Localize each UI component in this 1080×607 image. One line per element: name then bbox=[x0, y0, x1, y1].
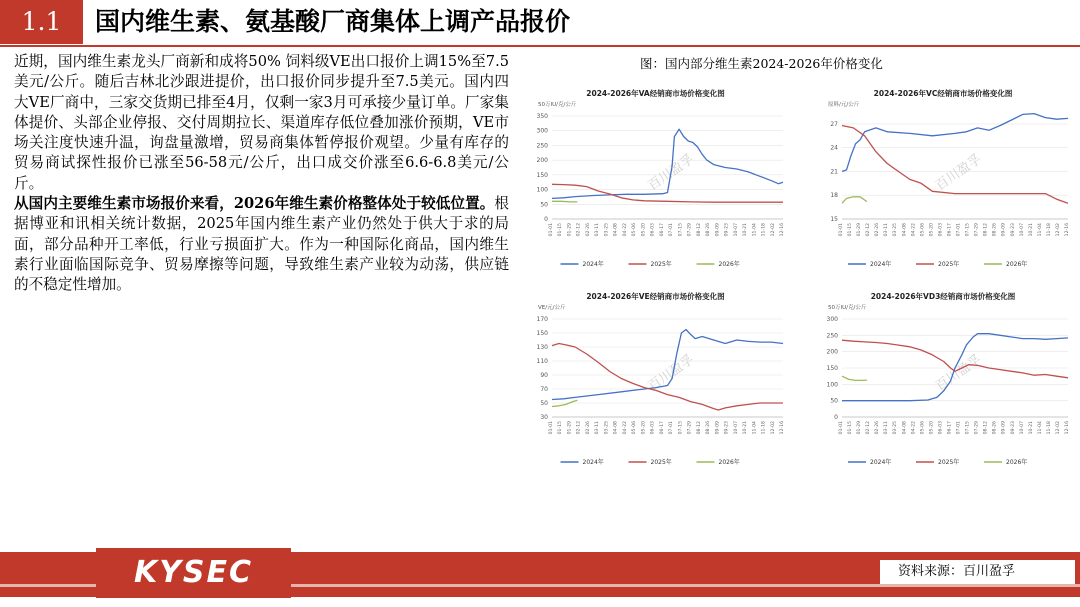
header-divider bbox=[0, 45, 1080, 47]
x-tick-label: 03-11 bbox=[595, 421, 601, 435]
x-tick-label: 02-26 bbox=[875, 421, 881, 435]
x-tick-label: 08-12 bbox=[696, 223, 702, 237]
x-tick-label: 06-17 bbox=[947, 421, 953, 435]
x-tick-label: 03-25 bbox=[893, 223, 899, 237]
x-tick-label: 08-12 bbox=[983, 223, 989, 237]
x-tick-label: 06-03 bbox=[938, 421, 944, 435]
x-tick-label: 03-25 bbox=[604, 223, 610, 237]
y-tick-label: 350 bbox=[536, 113, 548, 120]
legend-label: 2024年 bbox=[582, 261, 604, 268]
x-tick-label: 12-16 bbox=[1065, 223, 1070, 237]
chart-title: 2024-2026年VD3经销商市场价格变化图 bbox=[870, 292, 1016, 301]
legend-label: 2025年 bbox=[938, 261, 960, 268]
y-tick-label: 90 bbox=[540, 372, 548, 379]
x-tick-label: 11-04 bbox=[752, 223, 758, 237]
x-tick-label: 03-11 bbox=[595, 223, 601, 237]
x-tick-label: 11-18 bbox=[761, 421, 767, 435]
x-tick-label: 11-18 bbox=[761, 223, 767, 237]
series-line bbox=[842, 126, 1068, 204]
y-tick-label: 250 bbox=[536, 142, 548, 150]
y-tick-label: 300 bbox=[536, 127, 548, 135]
x-tick-label: 05-06 bbox=[632, 421, 638, 435]
x-tick-label: 04-22 bbox=[622, 223, 628, 237]
x-tick-label: 01-15 bbox=[848, 421, 854, 435]
x-tick-label: 07-01 bbox=[956, 223, 962, 237]
x-tick-label: 01-01 bbox=[839, 421, 844, 435]
series-line bbox=[552, 201, 577, 202]
series-line bbox=[842, 376, 867, 380]
y-tick-label: 24 bbox=[830, 144, 838, 152]
x-tick-label: 11-04 bbox=[752, 421, 758, 435]
body-text bbox=[14, 52, 509, 296]
x-tick-label: 08-12 bbox=[983, 421, 989, 435]
y-tick-label: 50 bbox=[540, 201, 548, 209]
x-tick-label: 06-03 bbox=[650, 421, 656, 435]
watermark: 百川盈孚 bbox=[645, 352, 697, 395]
y-axis-label: VE/元/公斤 bbox=[538, 305, 566, 311]
x-tick-label: 11-04 bbox=[1037, 421, 1043, 435]
y-tick-label: 200 bbox=[826, 348, 838, 356]
x-tick-label: 01-15 bbox=[848, 223, 854, 237]
x-tick-label: 05-20 bbox=[641, 421, 647, 435]
y-tick-label: 50 bbox=[830, 397, 838, 405]
x-tick-label: 06-17 bbox=[947, 223, 953, 237]
chart-title: 2024-2026年VC经销商市场价格变化图 bbox=[873, 89, 1013, 98]
y-tick-label: 15 bbox=[830, 216, 838, 223]
x-tick-label: 07-29 bbox=[974, 421, 980, 435]
y-tick-label: 100 bbox=[826, 381, 838, 389]
x-tick-label: 06-17 bbox=[659, 223, 665, 237]
chart-title: 2024-2026年VA经销商市场价格变化图 bbox=[586, 89, 725, 98]
legend-label: 2026年 bbox=[718, 459, 740, 466]
x-tick-label: 09-09 bbox=[1001, 421, 1007, 435]
legend-label: 2026年 bbox=[718, 261, 740, 268]
watermark: 百川盈孚 bbox=[933, 352, 985, 395]
x-tick-label: 01-29 bbox=[857, 421, 863, 435]
y-tick-label: 100 bbox=[536, 186, 548, 194]
x-tick-label: 04-08 bbox=[613, 421, 619, 435]
y-tick-label: 0 bbox=[834, 414, 838, 421]
source-note: 资料来源：百川盈孚 bbox=[898, 564, 1016, 579]
y-tick-label: 18 bbox=[830, 192, 838, 200]
y-tick-label: 200 bbox=[536, 157, 548, 165]
series-line bbox=[552, 184, 783, 202]
figure-caption: 图：国内部分维生素2024-2026年价格变化 bbox=[640, 56, 883, 71]
x-tick-label: 02-12 bbox=[866, 421, 872, 435]
legend-label: 2025年 bbox=[650, 459, 672, 466]
x-tick-label: 10-07 bbox=[1019, 223, 1025, 237]
chart-panel-1 bbox=[537, 88, 785, 268]
x-tick-label: 03-11 bbox=[884, 223, 890, 237]
x-tick-label: 09-09 bbox=[715, 223, 721, 237]
x-tick-label: 02-26 bbox=[585, 421, 591, 435]
x-tick-label: 09-23 bbox=[1010, 421, 1016, 435]
x-tick-label: 01-01 bbox=[839, 223, 844, 237]
x-tick-label: 08-26 bbox=[706, 223, 712, 237]
x-tick-label: 05-20 bbox=[929, 223, 935, 237]
y-tick-label: 170 bbox=[536, 316, 548, 323]
x-tick-label: 08-26 bbox=[992, 421, 998, 435]
paragraph-2 bbox=[14, 194, 509, 295]
x-tick-label: 05-06 bbox=[920, 223, 926, 237]
x-tick-label: 12-02 bbox=[1055, 223, 1061, 237]
x-tick-label: 05-06 bbox=[632, 223, 638, 237]
x-tick-label: 07-15 bbox=[965, 421, 971, 435]
slide-title: 国内维生素、氨基酸厂商集体上调产品报价 bbox=[95, 7, 571, 36]
y-tick-label: 27 bbox=[830, 120, 838, 128]
x-tick-label: 07-01 bbox=[669, 223, 675, 237]
x-tick-label: 04-22 bbox=[911, 223, 917, 237]
series-line bbox=[842, 197, 867, 203]
y-tick-label: 70 bbox=[540, 386, 548, 393]
x-tick-label: 07-01 bbox=[956, 421, 962, 435]
x-tick-label: 12-02 bbox=[770, 223, 776, 237]
x-tick-label: 01-01 bbox=[549, 421, 554, 435]
x-tick-label: 11-18 bbox=[1046, 421, 1052, 435]
x-tick-label: 01-01 bbox=[549, 223, 554, 237]
x-tick-label: 01-15 bbox=[558, 223, 564, 237]
y-tick-label: 150 bbox=[536, 171, 548, 179]
y-tick-label: 130 bbox=[536, 344, 548, 351]
watermark: 百川盈孚 bbox=[645, 151, 697, 194]
x-tick-label: 03-25 bbox=[893, 421, 899, 435]
x-tick-label: 09-23 bbox=[724, 223, 730, 237]
vitamin-price-charts bbox=[518, 72, 1078, 472]
x-tick-label: 02-12 bbox=[576, 421, 582, 435]
x-tick-label: 05-20 bbox=[929, 421, 935, 435]
x-tick-label: 09-23 bbox=[1010, 223, 1016, 237]
series-line bbox=[552, 400, 577, 406]
x-tick-label: 09-09 bbox=[715, 421, 721, 435]
legend-label: 2025年 bbox=[938, 459, 960, 466]
legend-label: 2026年 bbox=[1006, 459, 1028, 466]
chart-panel-4 bbox=[827, 291, 1070, 466]
x-tick-label: 02-26 bbox=[585, 223, 591, 237]
y-tick-label: 50 bbox=[540, 400, 548, 407]
x-tick-label: 09-09 bbox=[1001, 223, 1007, 237]
x-tick-label: 02-12 bbox=[866, 223, 872, 237]
y-tick-label: 0 bbox=[544, 216, 548, 223]
x-tick-label: 07-15 bbox=[678, 421, 684, 435]
legend-label: 2024年 bbox=[870, 261, 892, 268]
x-tick-label: 11-18 bbox=[1046, 223, 1052, 237]
x-tick-label: 04-08 bbox=[613, 223, 619, 237]
x-tick-label: 07-29 bbox=[974, 223, 980, 237]
x-tick-label: 07-15 bbox=[678, 223, 684, 237]
legend-label: 2026年 bbox=[1006, 261, 1028, 268]
x-tick-label: 05-20 bbox=[641, 223, 647, 237]
x-tick-label: 01-15 bbox=[558, 421, 564, 435]
section-number: 1.1 bbox=[0, 0, 83, 44]
x-tick-label: 01-29 bbox=[567, 223, 573, 237]
x-tick-label: 09-23 bbox=[724, 421, 730, 435]
x-tick-label: 10-07 bbox=[1019, 421, 1025, 435]
x-tick-label: 04-22 bbox=[911, 421, 917, 435]
x-tick-label: 03-25 bbox=[604, 421, 610, 435]
x-tick-label: 07-01 bbox=[669, 421, 675, 435]
y-tick-label: 300 bbox=[826, 316, 838, 323]
y-tick-label: 110 bbox=[536, 358, 548, 365]
x-tick-label: 01-29 bbox=[857, 223, 863, 237]
y-tick-label: 150 bbox=[826, 365, 838, 372]
y-tick-label: 21 bbox=[830, 168, 838, 176]
x-tick-label: 12-16 bbox=[1065, 421, 1070, 435]
slide-header bbox=[0, 0, 1080, 44]
x-tick-label: 03-11 bbox=[884, 421, 890, 435]
series-line bbox=[842, 334, 1068, 401]
x-tick-label: 12-16 bbox=[780, 421, 785, 435]
x-tick-label: 06-03 bbox=[938, 223, 944, 237]
y-axis-label: 50万IU/克/公斤 bbox=[538, 102, 577, 108]
x-tick-label: 10-21 bbox=[743, 421, 749, 435]
x-tick-label: 10-07 bbox=[733, 223, 739, 237]
paragraph-2-lead: 从国内主要维生素市场报价来看，2026年维生素价格整体处于较低位置。 bbox=[14, 195, 495, 213]
x-tick-label: 11-04 bbox=[1037, 223, 1043, 237]
x-tick-label: 04-22 bbox=[622, 421, 628, 435]
x-tick-label: 01-29 bbox=[567, 421, 573, 435]
y-axis-label: 50万IU/克/公斤 bbox=[828, 305, 867, 311]
x-tick-label: 12-02 bbox=[1055, 421, 1061, 435]
legend-label: 2025年 bbox=[650, 261, 672, 268]
x-tick-label: 07-29 bbox=[687, 421, 693, 435]
x-tick-label: 04-08 bbox=[902, 421, 908, 435]
x-tick-label: 05-06 bbox=[920, 421, 926, 435]
y-tick-label: 150 bbox=[536, 330, 548, 337]
watermark: 百川盈孚 bbox=[933, 151, 985, 194]
legend-label: 2024年 bbox=[582, 459, 604, 466]
y-axis-label: 原料/元/公斤 bbox=[828, 102, 860, 108]
chart-panel-3 bbox=[537, 291, 785, 466]
x-tick-label: 10-07 bbox=[733, 421, 739, 435]
x-tick-label: 02-26 bbox=[875, 223, 881, 237]
x-tick-label: 10-21 bbox=[1028, 223, 1034, 237]
x-tick-label: 06-03 bbox=[650, 223, 656, 237]
chart-panel-2 bbox=[828, 88, 1070, 268]
x-tick-label: 07-15 bbox=[965, 223, 971, 237]
x-tick-label: 10-21 bbox=[743, 223, 749, 237]
x-tick-label: 08-26 bbox=[706, 421, 712, 435]
series-line bbox=[842, 114, 1068, 172]
kysec-logo: KYSEC bbox=[133, 555, 254, 590]
x-tick-label: 12-02 bbox=[770, 421, 776, 435]
chart-title: 2024-2026年VE经销商市场价格变化图 bbox=[586, 292, 725, 301]
paragraph-1: 近期，国内维生素龙头厂商新和成将50% 饲料级VE出口报价上调15%至7.5美元/公斤。随后吉林北沙跟进提价，出口报价同步提升至7.5美元。国内四大VE厂商中，三家交货期已排至4月，仅剩一家3月可承接少量订单。厂家集体提价、头部企业停报、交付周期拉长、渠道库存低位叠加涨价预期，VE市场关注度快速升温，询盘量激增，贸易商集体暂停报价观望。少量有库存的贸易商试探性报价已涨至56-58元/公斤，出口成交价涨至6.6-6.8美元/公斤。 bbox=[14, 53, 509, 192]
x-tick-label: 04-08 bbox=[902, 223, 908, 237]
x-tick-label: 12-16 bbox=[780, 223, 785, 237]
series-line bbox=[552, 129, 783, 198]
legend-label: 2024年 bbox=[870, 459, 892, 466]
x-tick-label: 08-12 bbox=[696, 421, 702, 435]
x-tick-label: 07-29 bbox=[687, 223, 693, 237]
y-tick-label: 250 bbox=[826, 332, 838, 340]
x-tick-label: 10-21 bbox=[1028, 421, 1034, 435]
x-tick-label: 02-12 bbox=[576, 223, 582, 237]
y-tick-label: 30 bbox=[540, 414, 548, 421]
x-tick-label: 08-26 bbox=[992, 223, 998, 237]
paragraph-2-body: 根据博亚和讯相关统计数据，2025年国内维生素产业仍然处于供大于求的局面，部分品种开工率低，行业亏损面扩大。作为一种国际化商品，国内维生素行业面临国际竞争、贸易摩擦等问题，导致维生素产业较为动荡，供应链的不稳定性增加。 bbox=[14, 195, 509, 294]
x-tick-label: 06-17 bbox=[659, 421, 665, 435]
